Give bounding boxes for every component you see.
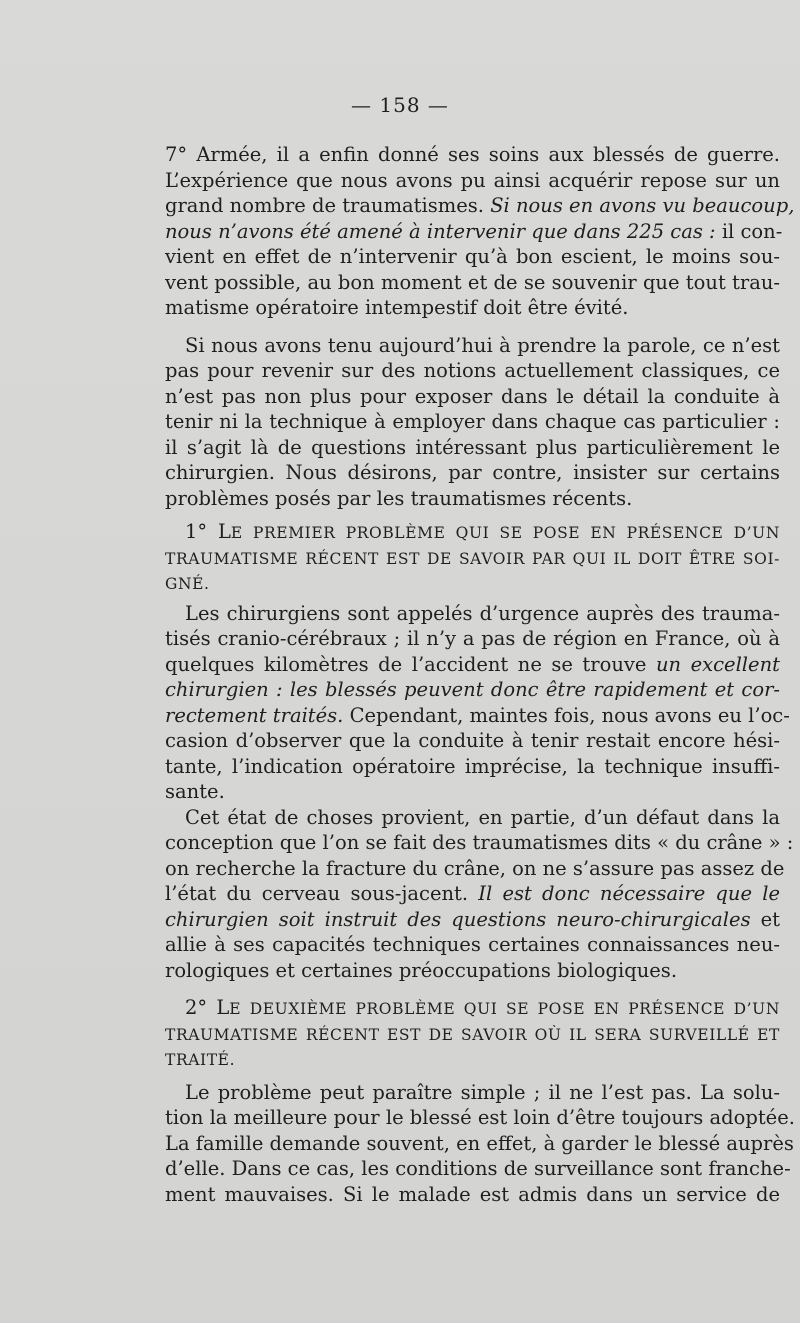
text-line: [165, 779, 780, 805]
text-segment: 1° L: [185, 520, 231, 543]
text-segment: Cependant, maintes fois, nous avons eu l’oc-: [343, 703, 790, 727]
text-line: [165, 270, 780, 296]
section-heading-second-problem: [165, 995, 780, 1072]
text-segment: tenir ni la technique à employer dans chaque cas particulier :: [165, 410, 780, 433]
text-segment: vent possible, au bon moment et de se souvenir que tout trau-: [165, 270, 780, 294]
text-segment: Le problème peut paraître simple ; il ne l’est pas. La solu-: [185, 1080, 780, 1104]
text-line: [165, 677, 780, 703]
text-line: [165, 728, 780, 754]
text-line: [165, 907, 780, 933]
text-line: [165, 570, 780, 596]
italic-text: rectement traités.: [165, 703, 344, 727]
text-line: [165, 168, 780, 194]
text-line: [165, 995, 780, 1021]
text-segment: conception que l’on se fait des traumatismes dits « du crâne » :: [165, 831, 794, 854]
text-line: [165, 193, 795, 219]
text-line: [165, 142, 780, 168]
text-segment: 2° L: [185, 996, 230, 1019]
text-line: [165, 601, 780, 627]
paragraph-conception: [165, 805, 794, 984]
text-segment: allie à ses capacités techniques certaines connaissances neu-: [165, 933, 780, 956]
text-line: [165, 219, 783, 245]
text-line: [165, 244, 780, 270]
body-text: [165, 142, 795, 1207]
small-caps-text: TRAUMATISME RÉCENT EST DE SAVOIR OÙ IL SERA SURVEILLÉ ET: [165, 1025, 780, 1044]
text-segment: 7° Armée, il a enfin donné ses soins aux blessés de guerre.: [165, 143, 780, 166]
text-line: [165, 703, 790, 729]
text-line: [165, 958, 780, 984]
text-segment: La famille demande souvent, en effet, à garder le blessé auprès: [165, 1131, 794, 1155]
small-caps-text: E DEUXIÈME PROBLÈME QUI SE POSE EN PRÉSENCE D’UN: [229, 1000, 780, 1018]
text-line: [165, 856, 785, 882]
text-line: [165, 652, 780, 678]
text-line: [165, 384, 780, 410]
italic-text: chirurgien : les blessés peuvent donc être rapidement et cor-: [165, 678, 780, 701]
text-segment: et: [750, 907, 781, 931]
text-segment: on recherche la fracture du crâne, on ne s’assure pas assez de: [165, 856, 785, 880]
text-line: [165, 333, 780, 359]
small-caps-text: TRAITÉ.: [165, 1051, 236, 1069]
small-caps-text: TRAUMATISME RÉCENT EST DE SAVOIR PAR QUI IL DOIT ÊTRE SOI-: [165, 549, 780, 568]
text-segment: pas pour revenir sur des notions actuellement classiques, ce: [165, 359, 780, 382]
text-segment: matisme opératoire intempestif doit être évité.: [165, 296, 629, 319]
text-line: [165, 1131, 794, 1157]
text-line: [165, 1021, 780, 1047]
text-line: [165, 881, 780, 907]
text-line: [165, 1182, 780, 1208]
paragraph-purpose: [165, 333, 780, 512]
text-segment: problèmes posés par les traumatismes récents.: [165, 486, 633, 510]
text-segment: d’elle. Dans ce cas, les conditions de surveillance sont franche-: [165, 1157, 791, 1180]
text-line: [165, 435, 780, 461]
text-line: [165, 932, 780, 958]
italic-text: chirurgien soit instruit des questions neuro-chirurgicales: [165, 907, 751, 931]
text-segment: Cet état de choses provient, en partie, d’un défaut dans la: [185, 805, 780, 829]
text-segment: tisés cranio-cérébraux ; il n’y a pas de région en France, où à: [165, 627, 780, 650]
text-segment: Les chirurgiens sont appelés d’urgence auprès des trauma-: [185, 601, 780, 625]
italic-text: nous n’avons été amené à intervenir que dans 225 cas :: [165, 219, 716, 243]
page-number: — 158 —: [351, 93, 449, 117]
text-segment: grand nombre de traumatismes.: [165, 194, 491, 217]
text-line: [165, 830, 794, 856]
paragraph-intro: [165, 142, 795, 321]
text-line: [165, 1080, 780, 1106]
paragraph-surgeons: [165, 601, 790, 805]
text-segment: sante.: [165, 780, 225, 803]
text-segment: il s’agit là de questions intéressant plus particulièrement le: [165, 435, 780, 459]
text-line: [165, 358, 780, 384]
text-line: [165, 805, 780, 831]
small-caps-text: E PREMIER PROBLÈME QUI SE POSE EN PRÉSENCE D’UN: [230, 524, 780, 542]
text-line: [165, 626, 780, 652]
text-segment: rologiques et certaines préoccupations biologiques.: [165, 958, 678, 982]
text-line: [165, 409, 780, 435]
text-segment: vient en effet de n’intervenir qu’à bon escient, le moins sou-: [165, 245, 780, 268]
text-line: [165, 460, 780, 486]
text-segment: l’état du cerveau sous-jacent.: [165, 882, 479, 905]
text-line: [165, 1156, 791, 1182]
text-segment: quelques kilomètres de l’accident ne se trouve: [165, 652, 656, 676]
text-segment: casion d’observer que la conduite à tenir restait encore hési-: [165, 729, 780, 752]
text-line: [165, 486, 780, 512]
paragraph-family: [165, 1080, 795, 1208]
italic-text: un excellent: [655, 652, 780, 676]
text-segment: L’expérience que nous avons pu ainsi acquérir repose sur un: [165, 168, 780, 192]
section-heading-first-problem: [165, 519, 780, 596]
small-caps-text: GNÉ.: [165, 575, 210, 593]
text-segment: chirurgien. Nous désirons, par contre, insister sur certains: [165, 461, 780, 484]
text-line: [165, 295, 780, 321]
text-line: [165, 1046, 780, 1072]
italic-text: Il est donc nécessaire que le: [478, 882, 780, 905]
text-segment: n’est pas non plus pour exposer dans le détail la conduite à: [165, 384, 780, 408]
text-segment: tion la meilleure pour le blessé est loin d’être toujours adoptée.: [165, 1106, 795, 1129]
text-segment: ment mauvaises. Si le malade est admis dans un service de: [165, 1182, 780, 1206]
text-line: [165, 545, 780, 571]
text-segment: tante, l’indication opératoire imprécise, la technique insuffi-: [165, 754, 780, 778]
text-line: [165, 754, 780, 780]
text-segment: il con-: [715, 219, 783, 243]
text-line: [165, 519, 780, 545]
text-segment: Si nous avons tenu aujourd’hui à prendre la parole, ce n’est: [185, 333, 780, 357]
text-line: [165, 1105, 795, 1131]
italic-text: Si nous en avons vu beaucoup,: [490, 194, 795, 217]
